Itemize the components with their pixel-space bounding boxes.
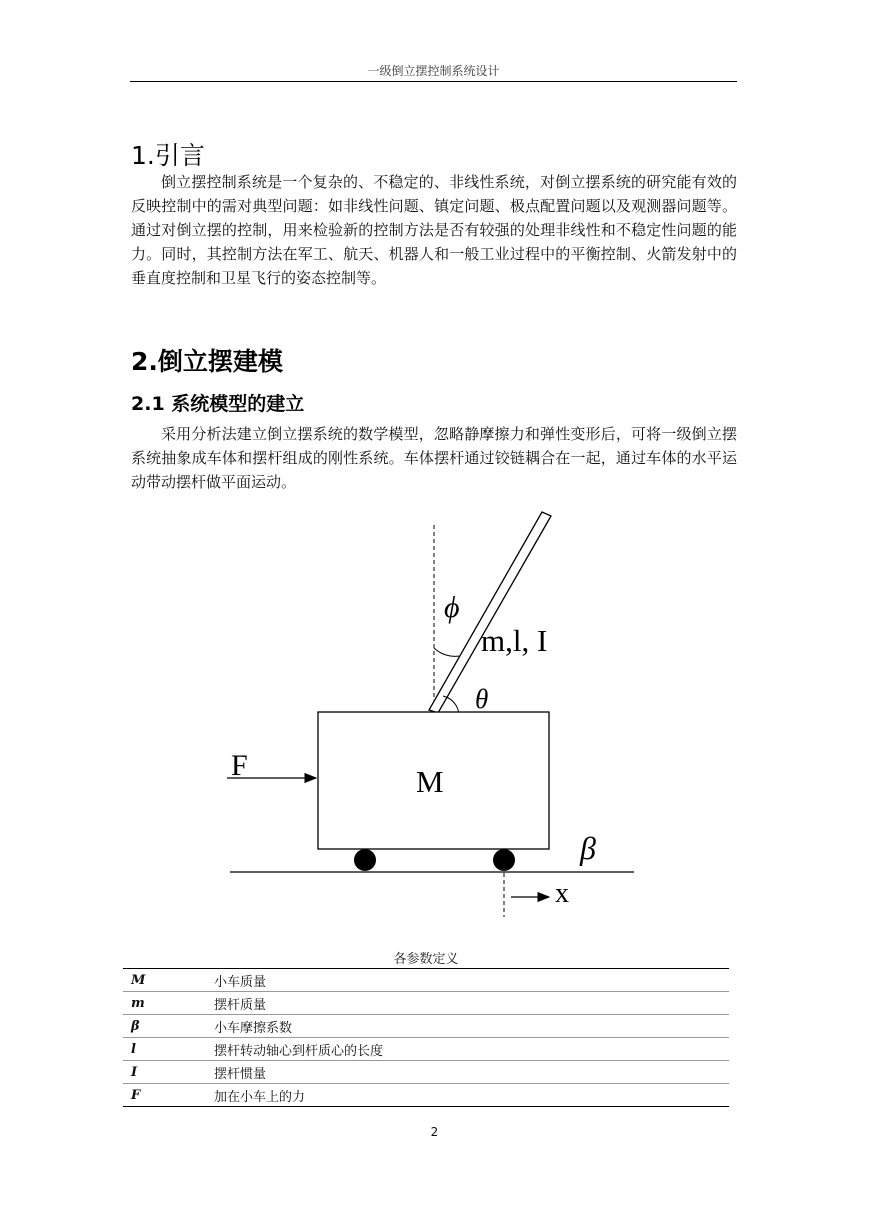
parameter-table <box>123 968 729 1107</box>
param-symbol: β <box>123 1015 214 1038</box>
param-symbol: M <box>123 969 214 992</box>
table-row <box>123 1038 729 1061</box>
header-rule <box>130 81 737 82</box>
param-description: 摆杆质量 <box>214 992 729 1015</box>
param-description: 小车质量 <box>214 969 729 992</box>
label-x: x <box>555 878 569 909</box>
param-description: 加在小车上的力 <box>214 1084 729 1107</box>
param-symbol: F <box>123 1084 214 1107</box>
param-symbol: l <box>123 1038 214 1061</box>
table-caption: 各参数定义 <box>393 952 459 967</box>
table-row <box>123 1015 729 1038</box>
right-wheel <box>493 849 515 871</box>
section-1-heading: 1.引言 <box>131 141 205 170</box>
label-mass: M <box>416 764 444 799</box>
table-row <box>123 1084 729 1107</box>
phi-angle-arc <box>434 648 459 656</box>
table-row <box>123 1061 729 1084</box>
param-description: 摆杆转动轴心到杆质心的长度 <box>214 1038 729 1061</box>
label-force: F <box>231 749 248 782</box>
param-description: 小车摩擦系数 <box>214 1015 729 1038</box>
param-symbol: m <box>123 992 214 1015</box>
section-2-1-heading: 2.1 系统模型的建立 <box>131 393 305 415</box>
param-symbol: I <box>123 1061 214 1084</box>
page-header: 一级倒立摆控制系统设计 <box>367 64 500 78</box>
label-theta: θ <box>475 684 489 714</box>
table-row <box>123 969 729 992</box>
section-2-1-paragraph: 采用分析法建立倒立摆系统的数学模型，忽略静摩擦力和弹性变形后，可将一级倒立摆系统抽象成车体和摆杆组成的刚性系统。车体摆杆通过铰链耦合在一起，通过车体的水平运动带动摆杆做平面运动。 <box>131 425 737 491</box>
param-description: 摆杆惯量 <box>214 1061 729 1084</box>
label-pendulum-params: m,l, I <box>481 623 548 658</box>
table-row <box>123 992 729 1015</box>
inverted-pendulum-diagram <box>222 505 642 925</box>
section-1-paragraph: 倒立摆控制系统是一个复杂的、不稳定的、非线性系统，对倒立摆系统的研究能有效的反映控制中的需对典型问题：如非线性问题、镇定问题、极点配置问题以及观测器问题等。通过对倒立摆的控制，用来检验新的控制方法是否有较强的处理非线性和不稳定性问题的能力。同时，其控制方法在军工、航天、机器人和一般工业过程中的平衡控制、火箭发射中的垂直度控制和卫星飞行的姿态控制等。 <box>131 173 737 287</box>
page-number: 2 <box>430 1125 439 1139</box>
label-phi: ϕ <box>444 591 460 624</box>
section-2-heading: 2.倒立摆建模 <box>131 347 283 376</box>
left-wheel <box>354 849 376 871</box>
label-beta: β <box>580 830 596 866</box>
